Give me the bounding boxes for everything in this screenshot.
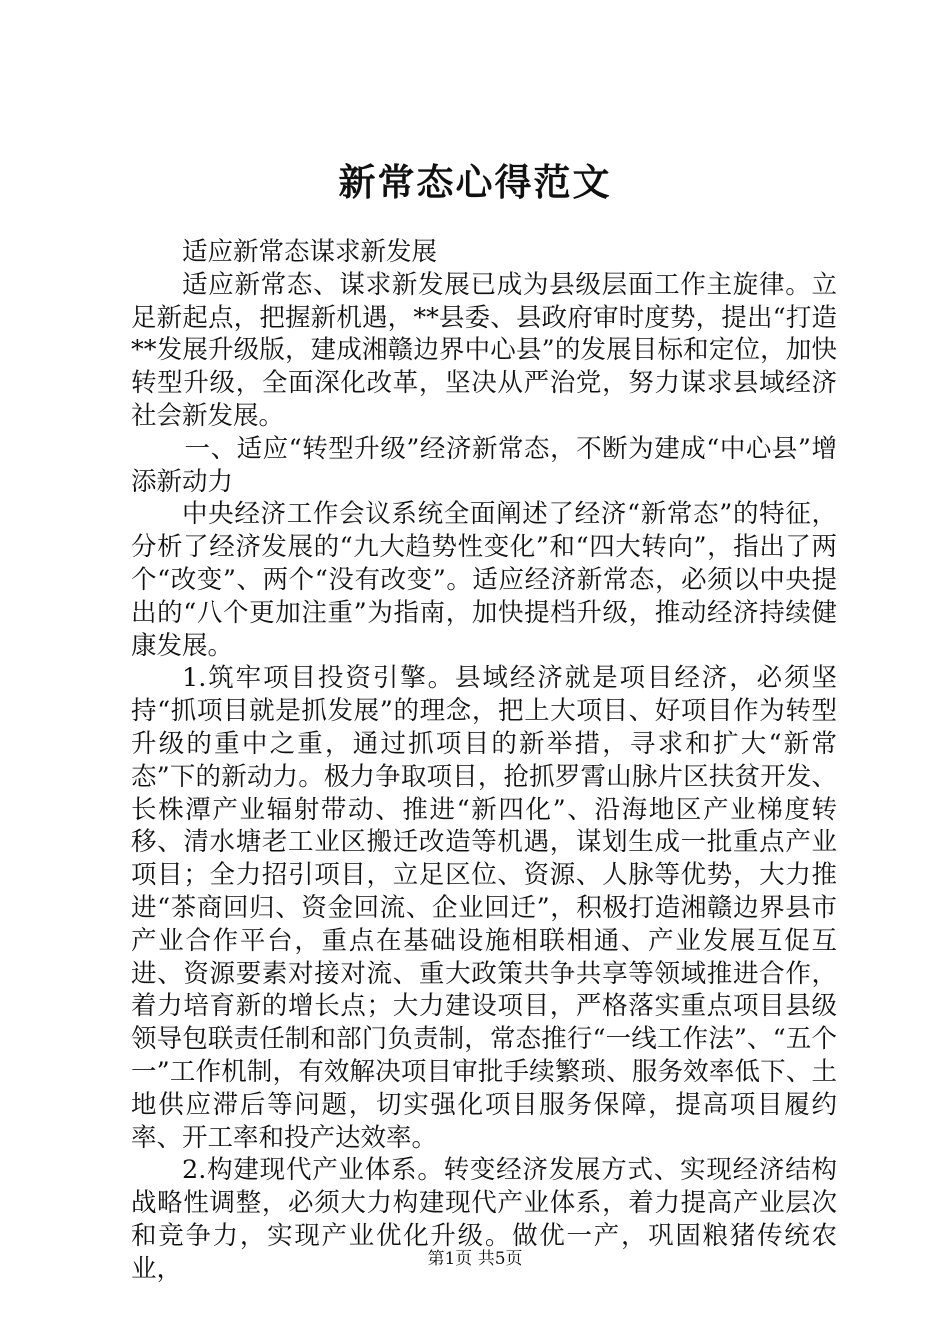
paragraph-subtitle: 适应新常态谋求新发展 bbox=[182, 237, 438, 267]
document-title: 新常态心得范文 bbox=[338, 160, 612, 204]
paragraph-intro: 适应新常态、谋求新发展已成为县级层面工作主旋律。立足新起点，把握新机遇，**县委、县政府审时度势，提出“打造**发展升级版，建成湘赣边界中心县”的发展目标和定位，加快转型升级，全面深化改革，坚决从严治党，努力谋求县域经济社会新发展。 bbox=[131, 269, 837, 431]
paragraph-item-2: 2.构建现代产业体系。转变经济发展方式、实现经济结构战略性调整，必须大力构建现代产业体系，着力提高产业层次和竞争力，实现产业优化升级。做优一产，巩固粮猪传统农业， bbox=[131, 1155, 837, 1284]
paragraph-section-1: 中央经济工作会议系统全面阐述了经济“新常态”的特征，分析了经济发展的“九大趋势性变化”和“四大转向”，指出了两个“改变”、两个“没有改变”。适应经济新常态，必须以中央提出的“八个更加注重”为指南，加快提档升级，推动经济持续健康发展。 bbox=[131, 499, 837, 661]
paragraph-item-1: 1.筑牢项目投资引擎。县域经济就是项目经济，必须坚持“抓项目就是抓发展”的理念，把上大项目、好项目作为转型升级的重中之重，通过抓项目的新举措，寻求和扩大“新常态”下的新动力。极力争取项目，抢抓罗霄山脉片区扶贫开发、长株潭产业辐射带动、推进“新四化”、沿海地区产业梯度转移、清水塘老工业区搬迁改造等机遇，谋划生成一批重点产业项目；全力招引项目，立足区位、资源、人脉等优势，大力推进“茶商回归、资金回流、企业回迁”，积极打造湘赣边界县市产业合作平台，重点在基础设施相联相通、产业发展互促互进、资源要素对接对流、重大政策共争共享等领域推进合作，着力培育新的增长点；大力建设项目，严格落实重点项目县级领导包联责任制和部门负责制，常态推行“一线工作法”、“五个一”工作机制，有效解决项目审批手续繁琐、服务效率低下、土地供应滞后等问题，切实强化项目服务保障，提高项目履约率、开工率和投产达效率。 bbox=[131, 663, 837, 1153]
document-body bbox=[131, 236, 837, 1286]
page-number-footer: 第1页 共5页 bbox=[427, 1249, 523, 1269]
section-heading-1: 一、适应“转型升级”经济新常态，不断为建成“中心县”增添新动力 bbox=[131, 433, 837, 497]
